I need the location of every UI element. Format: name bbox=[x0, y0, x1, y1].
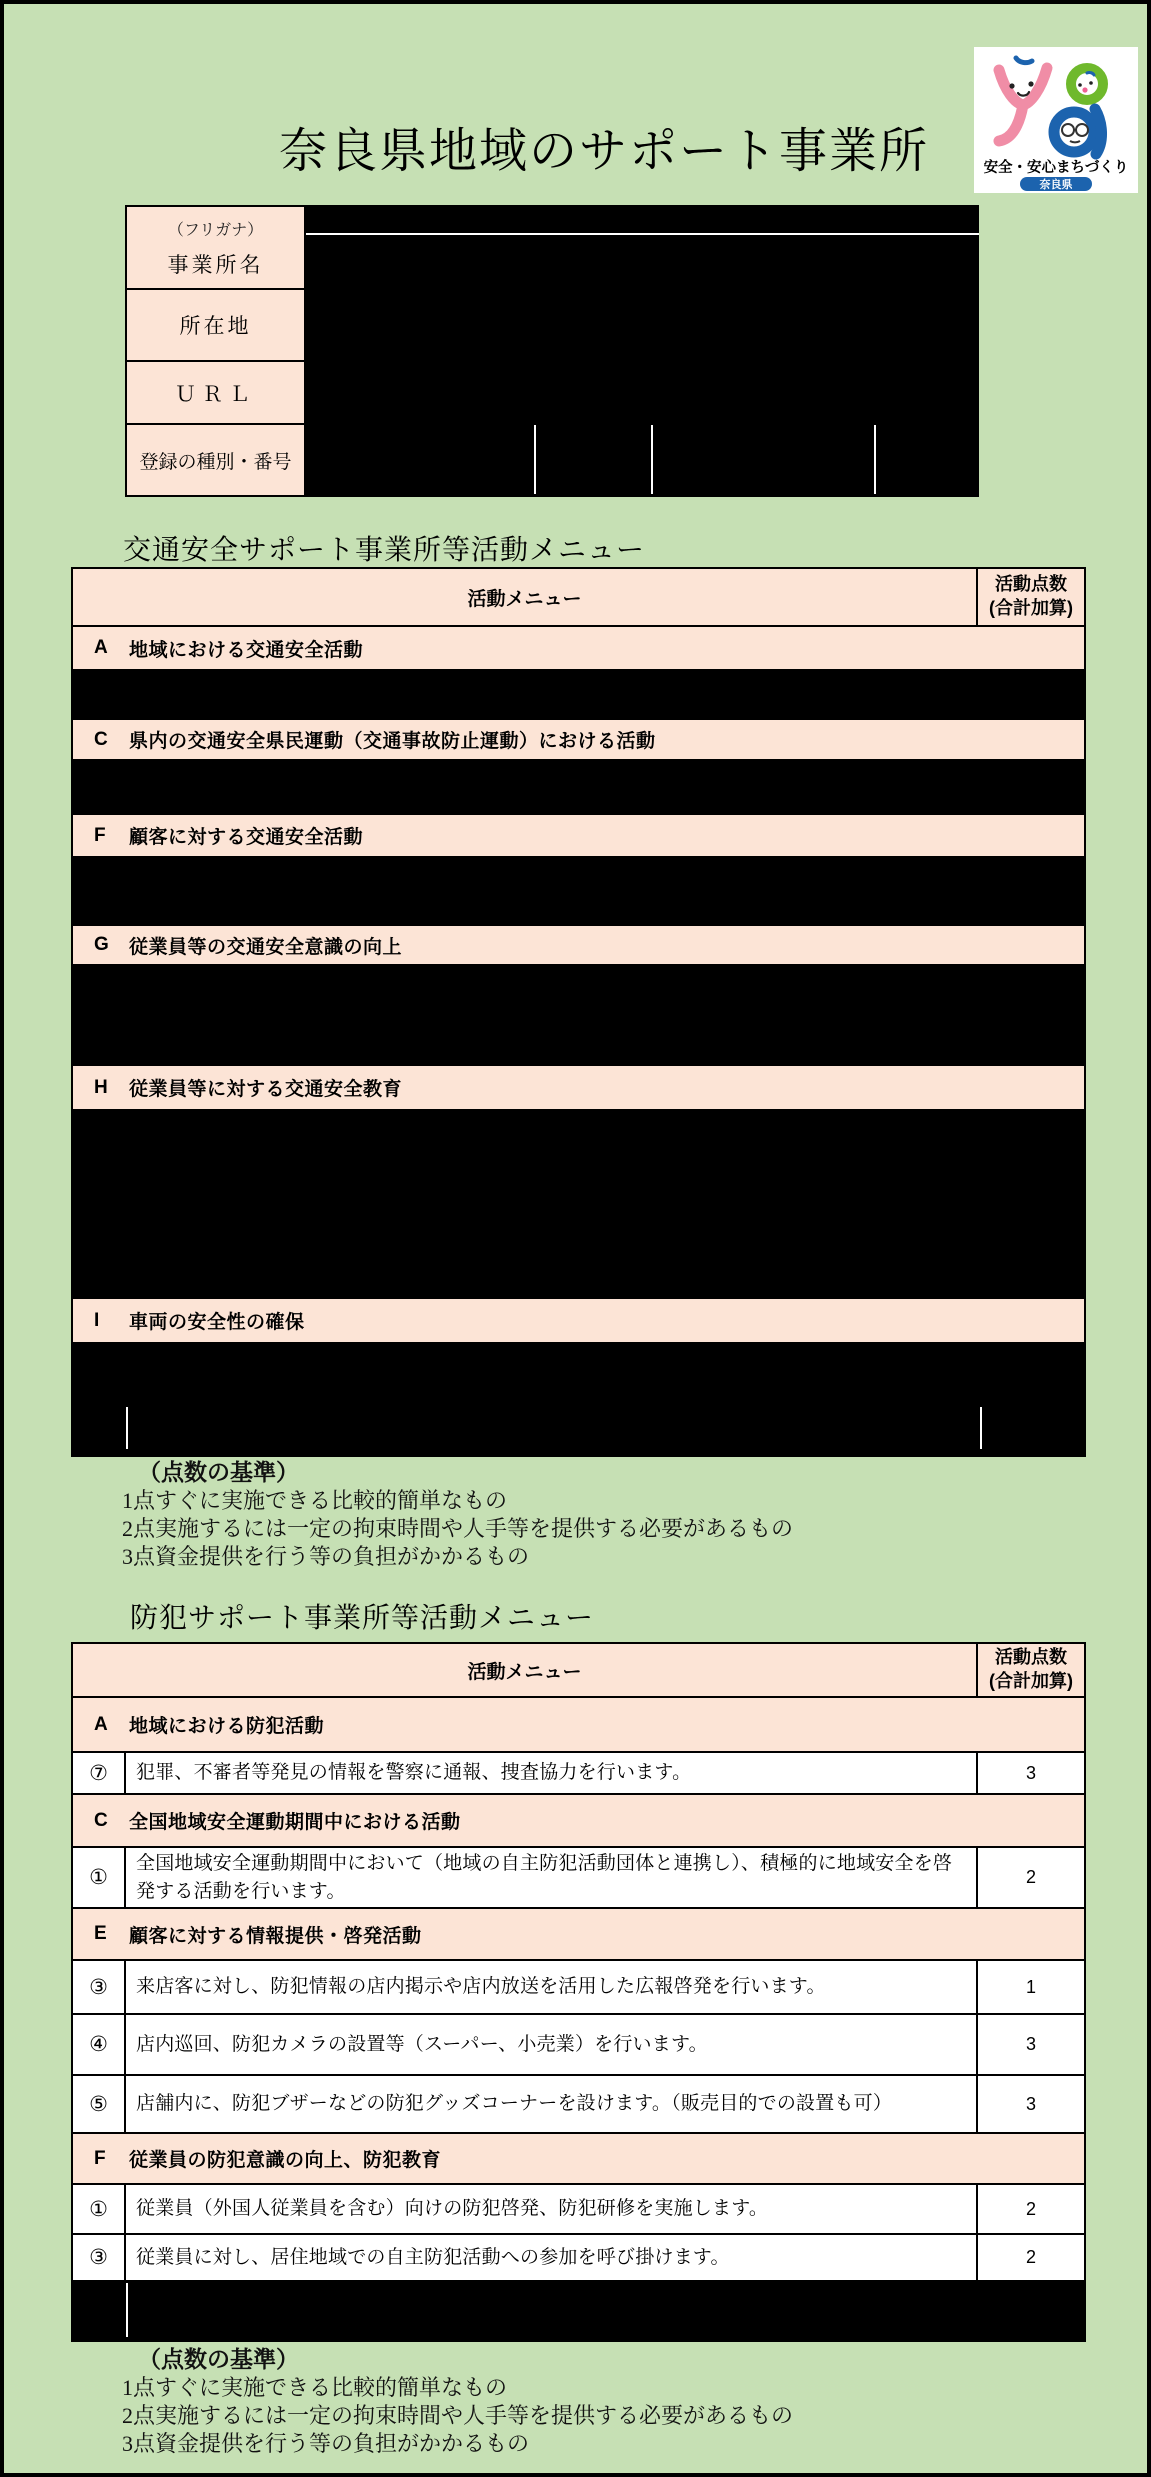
redacted-row bbox=[73, 856, 1084, 924]
section-code: C bbox=[94, 1809, 108, 1831]
points-header-cell: 活動点数 (合計加算) bbox=[976, 569, 1084, 625]
furigana-label: （フリガナ） bbox=[167, 221, 264, 239]
item-number: ① bbox=[73, 2185, 126, 2233]
section-code: G bbox=[94, 934, 109, 955]
item-text: 従業員（外国人従業員を含む）向けの防犯啓発、防犯研修を実施します。 bbox=[136, 2198, 769, 2220]
row-divider bbox=[306, 233, 979, 235]
name-label-cell bbox=[127, 207, 304, 288]
section-code: H bbox=[94, 1076, 108, 1098]
redacted-row bbox=[73, 964, 1084, 1064]
section-header-row bbox=[73, 1696, 1084, 1751]
item-text: 店舗内に、防犯ブザーなどの防犯グッズコーナーを設けます。（販売目的での設置も可） bbox=[136, 2093, 893, 2115]
activity-row bbox=[73, 2013, 1084, 2074]
item-text: 来店客に対し、防犯情報の店内掲示や店内放送を活用した広報啓発を行います。 bbox=[136, 1976, 826, 1998]
cell-divider bbox=[126, 1407, 128, 1449]
section-title: 従業員等に対する交通安全教育 bbox=[129, 1079, 403, 1100]
section-code: C bbox=[94, 728, 108, 750]
url-label: ＵＲＬ bbox=[175, 382, 256, 406]
traffic-activity-table bbox=[71, 567, 1086, 1457]
section-title: 従業員等の交通安全意識の向上 bbox=[129, 936, 403, 958]
notes-line: 3点資金提供を行う等の負担がかかるもの bbox=[122, 2431, 530, 2456]
item-points: 3 bbox=[976, 1753, 1084, 1793]
section-header-row bbox=[73, 2132, 1084, 2183]
score-criteria-notes bbox=[122, 1459, 793, 1571]
redacted-row bbox=[73, 759, 1084, 813]
section-header-row bbox=[73, 718, 1084, 759]
section-header-row bbox=[73, 924, 1084, 964]
address-label: 所在地 bbox=[179, 315, 252, 338]
activity-row bbox=[73, 1751, 1084, 1793]
url-label-cell bbox=[127, 360, 304, 423]
activity-row bbox=[73, 2074, 1084, 2132]
section-code: F bbox=[94, 2147, 106, 2169]
section-title: 車両の安全性の確保 bbox=[129, 1312, 305, 1333]
activity-row bbox=[73, 2183, 1084, 2233]
business-info-form bbox=[125, 205, 306, 497]
notes-line: 1点すぐに実施できる比較的簡単なもの bbox=[122, 1488, 508, 1513]
section-code: E bbox=[94, 1923, 107, 1944]
redacted-row bbox=[73, 1342, 1084, 1455]
item-text: 犯罪、不審者等発見の情報を警察に通報、捜査協力を行います。 bbox=[136, 1762, 692, 1784]
menu-header-cell: 活動メニュー bbox=[467, 588, 582, 610]
menu-header-cell: 活動メニュー bbox=[467, 1661, 582, 1683]
redacted-form-values bbox=[306, 205, 979, 497]
cell-divider bbox=[534, 425, 536, 494]
cell-divider bbox=[874, 425, 876, 494]
table-header-row bbox=[73, 1644, 1084, 1696]
section-code: F bbox=[94, 824, 106, 846]
notes-line: 1点すぐに実施できる比較的簡単なもの bbox=[122, 2375, 508, 2400]
notes-line: 2点実施するには一定の拘束時間や人手等を提供する必要があるもの bbox=[122, 2403, 794, 2428]
item-text: 従業員に対し、居住地域での自主防犯活動への参加を呼び掛けます。 bbox=[136, 2246, 730, 2268]
cell-divider bbox=[126, 2283, 128, 2337]
crime-activity-table bbox=[71, 1642, 1086, 2342]
section-header-row bbox=[73, 625, 1084, 669]
page-title: 奈良県地域のサポート事業所 bbox=[278, 125, 930, 178]
scan-artifact bbox=[973, 710, 981, 717]
redacted-row bbox=[73, 2280, 1084, 2340]
activity-row bbox=[73, 1846, 1084, 1907]
section-title: 顧客に対する情報提供・啓発活動 bbox=[129, 1925, 422, 1947]
table-header-row bbox=[73, 569, 1084, 625]
section-code: A bbox=[94, 1713, 108, 1735]
item-number: ③ bbox=[73, 1961, 126, 2013]
business-name-label: 事業所名 bbox=[167, 253, 264, 277]
notes-line: 2点実施するには一定の拘束時間や人手等を提供する必要があるもの bbox=[122, 1516, 794, 1541]
item-number: ④ bbox=[73, 2015, 126, 2074]
section-header-row bbox=[73, 1297, 1084, 1342]
points-header-cell: 活動点数 (合計加算) bbox=[976, 1644, 1084, 1696]
score-criteria-notes bbox=[122, 2346, 793, 2458]
item-points: 3 bbox=[976, 2015, 1084, 2074]
item-number: ⑦ bbox=[73, 1753, 126, 1793]
crime-section-title: 防犯サポート事業所等活動メニュー bbox=[130, 1602, 595, 1633]
traffic-section-title: 交通安全サポート事業所等活動メニュー bbox=[123, 534, 646, 565]
section-header-row bbox=[73, 1064, 1084, 1109]
item-text: 店内巡回、防犯カメラの設置等（スーパー、小売業）を行います。 bbox=[136, 2033, 708, 2055]
blue-mascot-tail bbox=[1095, 109, 1102, 154]
cell-divider bbox=[651, 425, 653, 494]
notes-line: 3点資金提供を行う等の負担がかかるもの bbox=[122, 1544, 530, 1569]
item-text: 全国地域安全運動期間中において（地域の自主防犯活動団体と連携し）、積極的に地域安全を啓発する活動を行います。 bbox=[136, 1852, 953, 1902]
section-code: A bbox=[94, 637, 108, 658]
section-title: 県内の交通安全県民運動（交通事故防止運動）における活動 bbox=[129, 731, 656, 752]
section-title: 顧客に対する交通安全活動 bbox=[129, 827, 364, 848]
section-title: 従業員の防犯意識の向上、防犯教育 bbox=[129, 2150, 442, 2171]
section-title: 地域における交通安全活動 bbox=[129, 639, 364, 661]
safety-mascot-logo bbox=[974, 47, 1138, 193]
item-points: 2 bbox=[976, 2235, 1084, 2280]
notes-heading: （点数の基準） bbox=[138, 2347, 299, 2372]
redacted-row bbox=[73, 1109, 1084, 1297]
item-points: 1 bbox=[976, 1961, 1084, 2013]
logo-caption: 安全・安心まちづくり bbox=[983, 160, 1129, 176]
section-title: 地域における防犯活動 bbox=[129, 1716, 325, 1737]
address-label-cell bbox=[127, 288, 304, 360]
item-number: ① bbox=[73, 1848, 126, 1907]
section-header-row bbox=[73, 813, 1084, 856]
item-number: ⑤ bbox=[73, 2076, 126, 2132]
logo-badge-label: 奈良県 bbox=[1039, 179, 1073, 191]
notes-heading: （点数の基準） bbox=[138, 1460, 299, 1485]
section-code: I bbox=[94, 1309, 100, 1331]
activity-row bbox=[73, 2233, 1084, 2280]
registration-label-cell bbox=[127, 423, 304, 495]
section-header-row bbox=[73, 1793, 1084, 1846]
redacted-row bbox=[73, 669, 1084, 718]
item-number: ③ bbox=[73, 2235, 126, 2280]
registration-label: 登録の種別・番号 bbox=[139, 451, 292, 473]
section-title: 全国地域安全運動期間中における活動 bbox=[129, 1812, 461, 1833]
section-header-row bbox=[73, 1907, 1084, 1959]
item-points: 2 bbox=[976, 1848, 1084, 1907]
item-points: 3 bbox=[976, 2076, 1084, 2132]
item-points: 2 bbox=[976, 2185, 1084, 2233]
cell-divider bbox=[980, 1407, 982, 1449]
activity-row bbox=[73, 1959, 1084, 2013]
